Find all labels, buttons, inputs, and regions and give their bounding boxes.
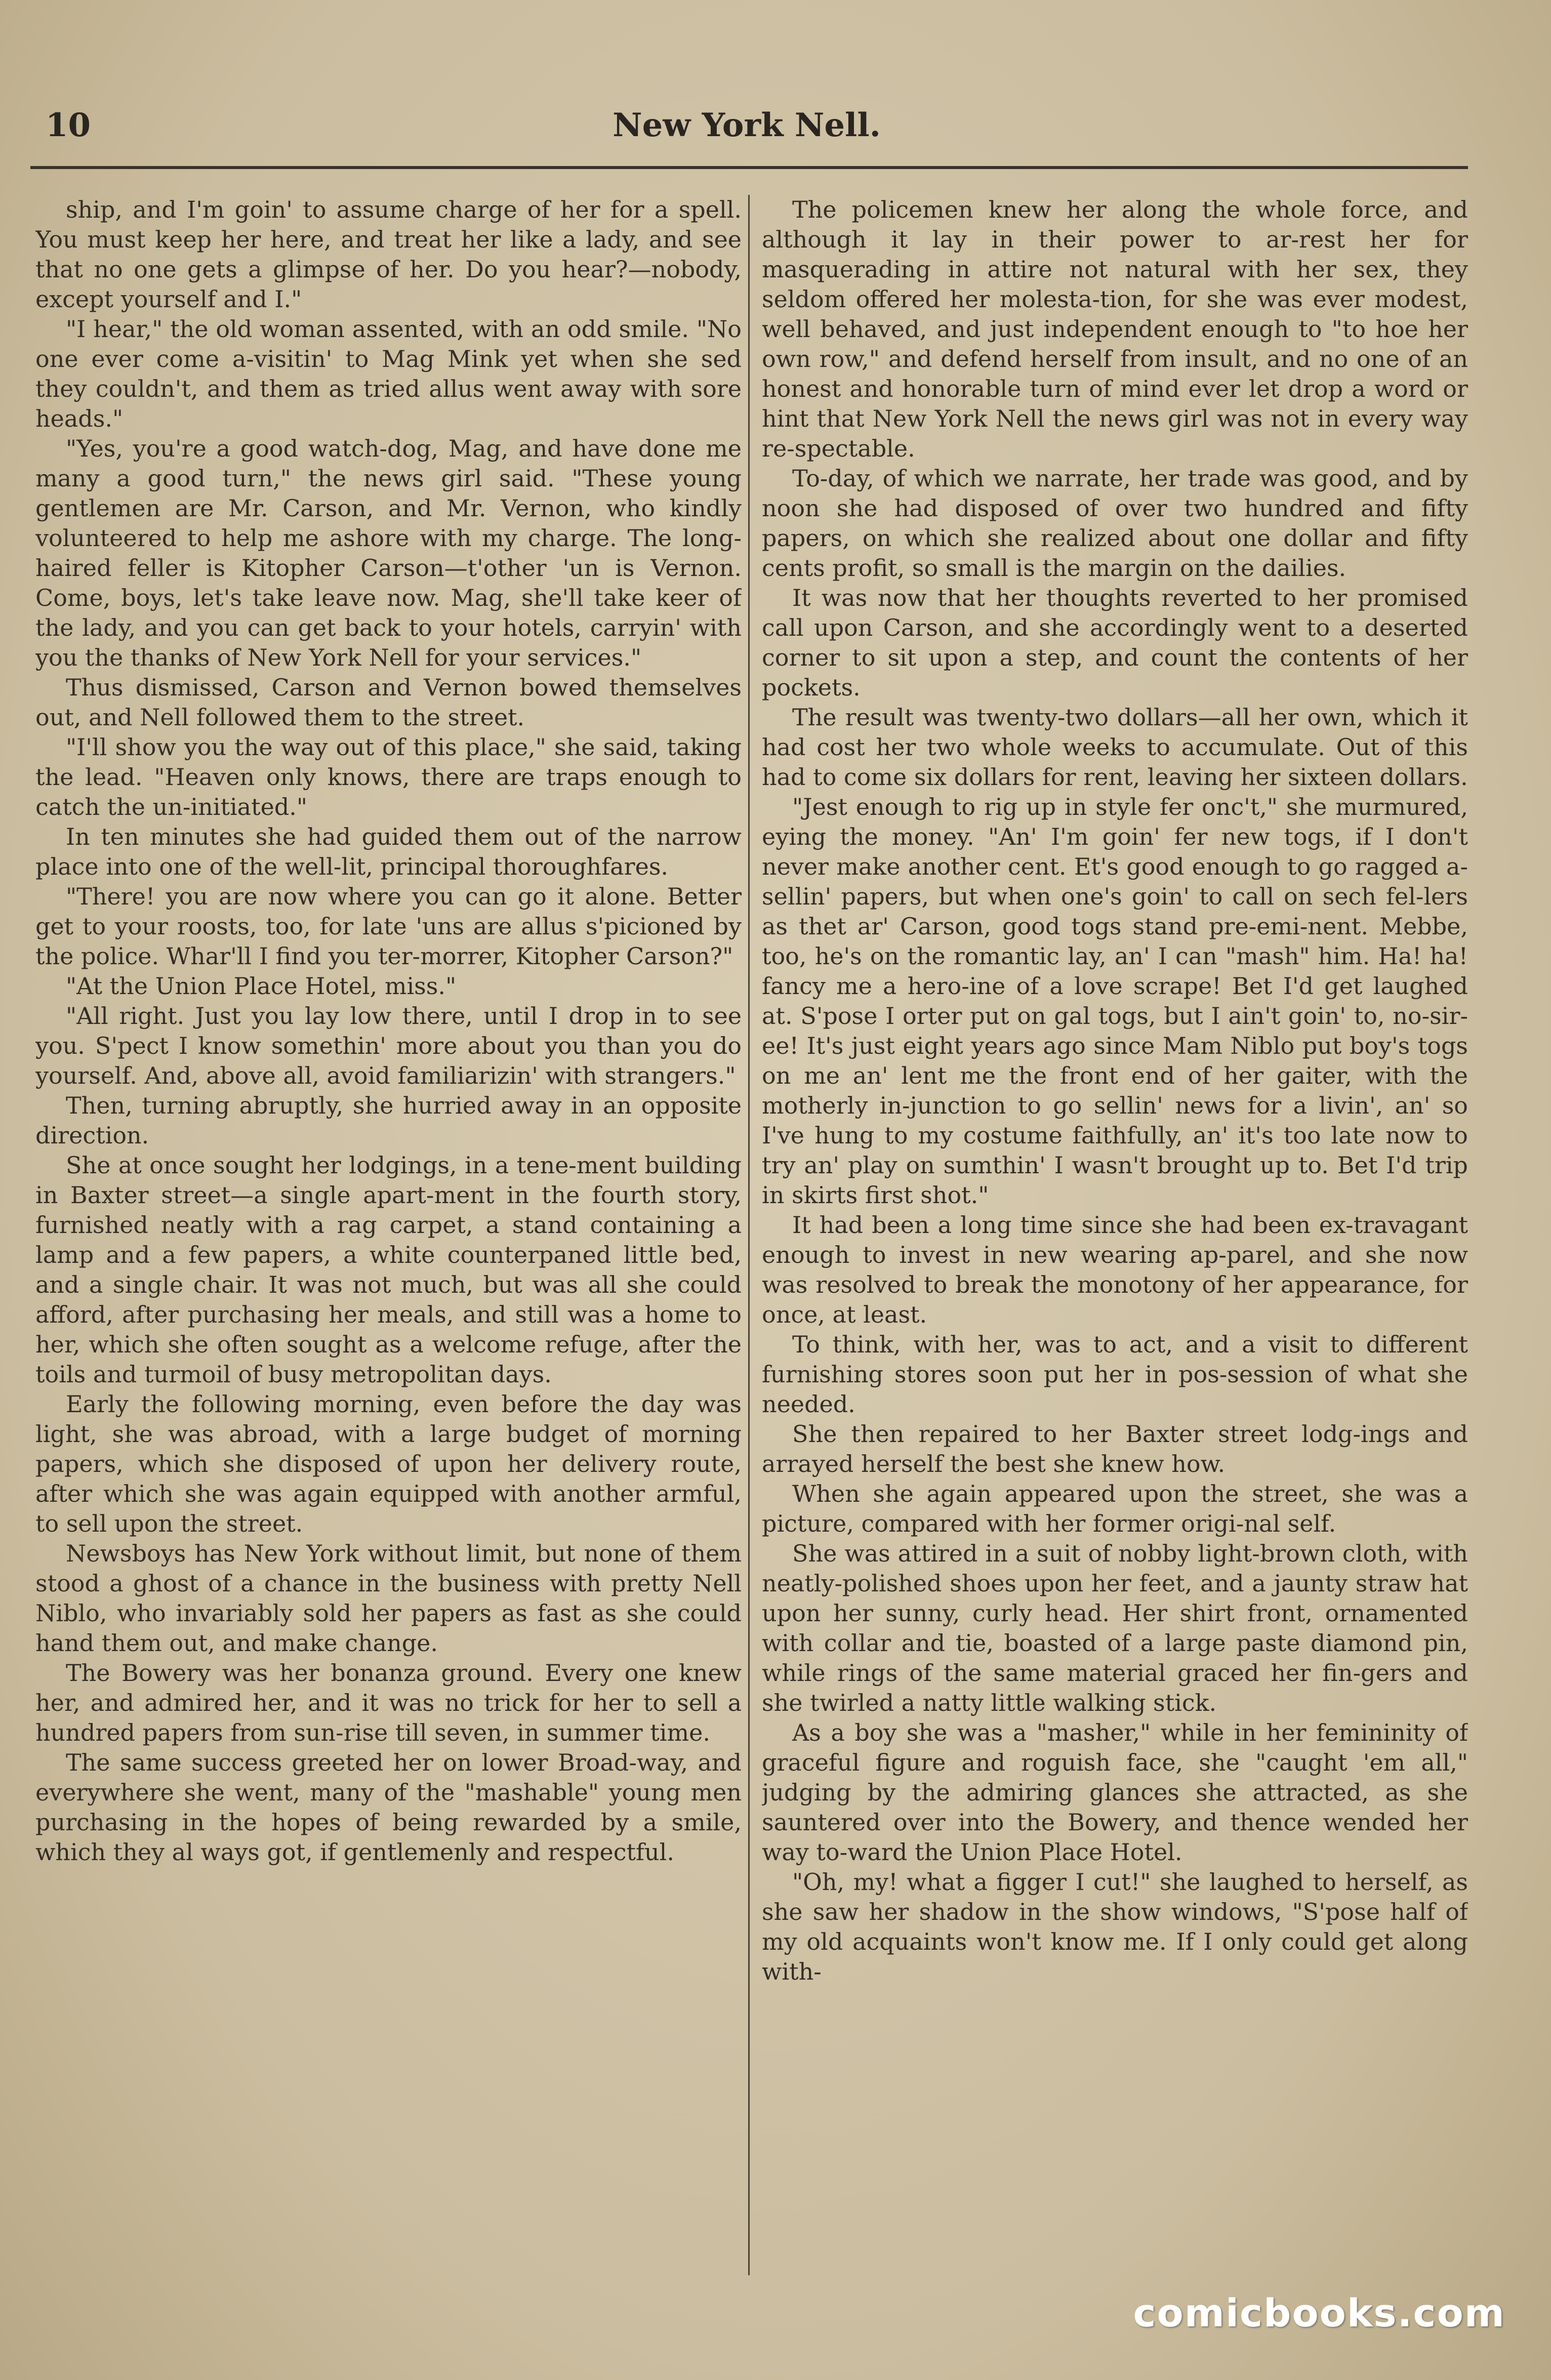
paragraph: Newsboys has New York without limit, but none of them stood a ghost of a chance in the business with pretty Nell Niblo, who invariably sold her papers as fast as she could hand them out, and make change. xyxy=(35,1540,742,1657)
paragraph: "I hear," the old woman assented, with an odd smile. "No one ever come a-visitin' to Mag Mink yet when she sed they couldn't, and them as tried allus went away with sore heads." xyxy=(35,315,742,432)
paragraph: The same success greeted her on lower Broad-way, and everywhere she went, many of the "mashable" young men purchasing in the hopes of being rewarded by a smile, which they al ways got, if gentlemenly and respectful. xyxy=(35,1749,742,1866)
paragraph: Thus dismissed, Carson and Vernon bowed themselves out, and Nell followed them to the street. xyxy=(35,674,742,731)
paragraph: The result was twenty-two dollars—all her own, which it had cost her two whole weeks to accumulate. Out of this had to come six dollars for rent, leaving her sixteen dollars. xyxy=(762,704,1468,791)
paragraph: "All right. Just you lay low there, until I drop in to see you. S'pect I know somethin' more about you than you do yourself. And, above all, avoid familiarizin' with strangers." xyxy=(35,1002,742,1089)
page-header xyxy=(30,101,1463,157)
column-divider xyxy=(748,195,750,2275)
paragraph: She at once sought her lodgings, in a tene-ment building in Baxter street—a single apart-ment in the fourth story, furnished neatly with a rag carpet, a stand containing a lamp and a few papers, a white counterpaned little bed, and a single chair. It was not much, but was all she could afford, after purchasing her meals, and still was a home to her, which she often sought as a welcome refuge, after the toils and turmoil of busy metropolitan days. xyxy=(35,1152,742,1388)
paragraph: "There! you are now where you can go it alone. Better get to your roosts, too, for late 'uns are allus s'picioned by the police. Whar'll I find you ter-morrer, Kitopher Carson?" xyxy=(35,883,742,970)
paragraph: Early the following morning, even before the day was light, she was abroad, with a large budget of morning papers, which she disposed of upon her delivery route, after which she was again equipped with another armful, to sell upon the street. xyxy=(35,1390,742,1537)
paragraph: She then repaired to her Baxter street lodg-ings and arrayed herself the best she knew how. xyxy=(762,1420,1468,1478)
paragraph: Then, turning abruptly, she hurried away in an opposite direction. xyxy=(35,1092,742,1149)
paragraph: When she again appeared upon the street, she was a picture, compared with her former origi-nal self. xyxy=(762,1480,1468,1537)
paragraph: In ten minutes she had guided them out of the narrow place into one of the well-lit, principal thoroughfares. xyxy=(35,823,742,880)
paragraph: ship, and I'm goin' to assume charge of her for a spell. You must keep her here, and treat her like a lady, and see that no one gets a glimpse of her. Do you hear?—nobody, except yourself and I." xyxy=(35,196,742,313)
paragraph: To think, with her, was to act, and a visit to different furnishing stores soon put her in pos-session of what she needed. xyxy=(762,1331,1468,1418)
running-title: New York Nell. xyxy=(613,106,881,144)
header-rule xyxy=(30,166,1468,169)
paragraph: It was now that her thoughts reverted to her promised call upon Carson, and she accordingly went to a deserted corner to sit upon a step, and count the contents of her pockets. xyxy=(762,584,1468,701)
left-column xyxy=(35,195,742,2280)
site-watermark: comicbooks.com xyxy=(1133,2290,1505,2335)
paragraph: As a boy she was a "masher," while in her femininity of graceful figure and roguish face, she "caught 'em all," judging by the admiring glances she attracted, as she sauntered over into the Bowery, and thence wended her way to-ward the Union Place Hotel. xyxy=(762,1719,1468,1866)
paragraph: "I'll show you the way out of this place," she said, taking the lead. "Heaven only knows, there are traps enough to catch the un-initiated." xyxy=(35,733,742,820)
paragraph: She was attired in a suit of nobby light-brown cloth, with neatly-polished shoes upon her feet, and a jaunty straw hat upon her sunny, curly head. Her shirt front, ornamented with collar and tie, boasted of a large paste diamond pin, while rings of the same material graced her fin-gers and she twirled a natty little walking stick. xyxy=(762,1540,1468,1716)
paragraph: "Yes, you're a good watch-dog, Mag, and have done me many a good turn," the news girl said. "These young gentlemen are Mr. Carson, and Mr. Vernon, who kindly volunteered to help me ashore with my charge. The long-haired feller is Kitopher Carson—t'other 'un is Vernon. Come, boys, let's take leave now. Mag, she'll take keer of the lady, and you can get back to your hotels, carryin' with you the thanks of New York Nell for your services." xyxy=(35,435,742,671)
paragraph: "At the Union Place Hotel, miss." xyxy=(66,972,457,1000)
right-column xyxy=(762,195,1468,2280)
paragraph: "Jest enough to rig up in style fer onc't," she murmured, eying the money. "An' I'm goin' fer new togs, if I don't never make another cent. Et's good enough to go ragged a-sellin' papers, but when one's goin' to call on sech fel-lers as thet ar' Carson, good togs stand pre-emi-nent. Mebbe, too, he's on the romantic lay, an' I can "mash" him. Ha! ha! fancy me a hero-ine of a love scrape! Bet I'd get laughed at. S'pose I orter put on gal togs, but I ain't goin' to, no-sir-ee! It's just eight years ago since Mam Niblo put boy's togs on me an' lent me the front end of her gaiter, with the motherly in-junction to go sellin' news for a livin', an' so I've hung to my costume faithfully, an' it's too late now to try an' play on sumthin' I wasn't brought up to. Bet I'd trip in skirts first shot." xyxy=(762,793,1468,1209)
paragraph: The policemen knew her along the whole force, and although it lay in their power to ar-rest her for masquerading in attire not natural with her sex, they seldom offered her molesta-tion, for she was ever modest, well behaved, and just independent enough to "to hoe her own row," and defend herself from insult, and no one of an honest and honorable turn of mind ever let drop a word or hint that New York Nell the news girl was not in every way re-spectable. xyxy=(762,196,1468,462)
paragraph: It had been a long time since she had been ex-travagant enough to invest in new wearing ap-parel, and she now was resolved to break the monotony of her appearance, for once, at least. xyxy=(762,1211,1468,1328)
paragraph: The Bowery was her bonanza ground. Every one knew her, and admired her, and it was no trick for her to sell a hundred papers from sun-rise till seven, in summer time. xyxy=(35,1659,742,1746)
paragraph: "Oh, my! what a figger I cut!" she laughed to herself, as she saw her shadow in the show windows, "S'pose half of my old acquaints won't know me. If I only could get along with- xyxy=(762,1868,1468,1985)
page-number: 10 xyxy=(46,106,91,144)
paragraph: To-day, of which we narrate, her trade was good, and by noon she had disposed of over two hundred and fifty papers, on which she realized about one dollar and fifty cents profit, so small is the margin on the dailies. xyxy=(762,465,1468,582)
